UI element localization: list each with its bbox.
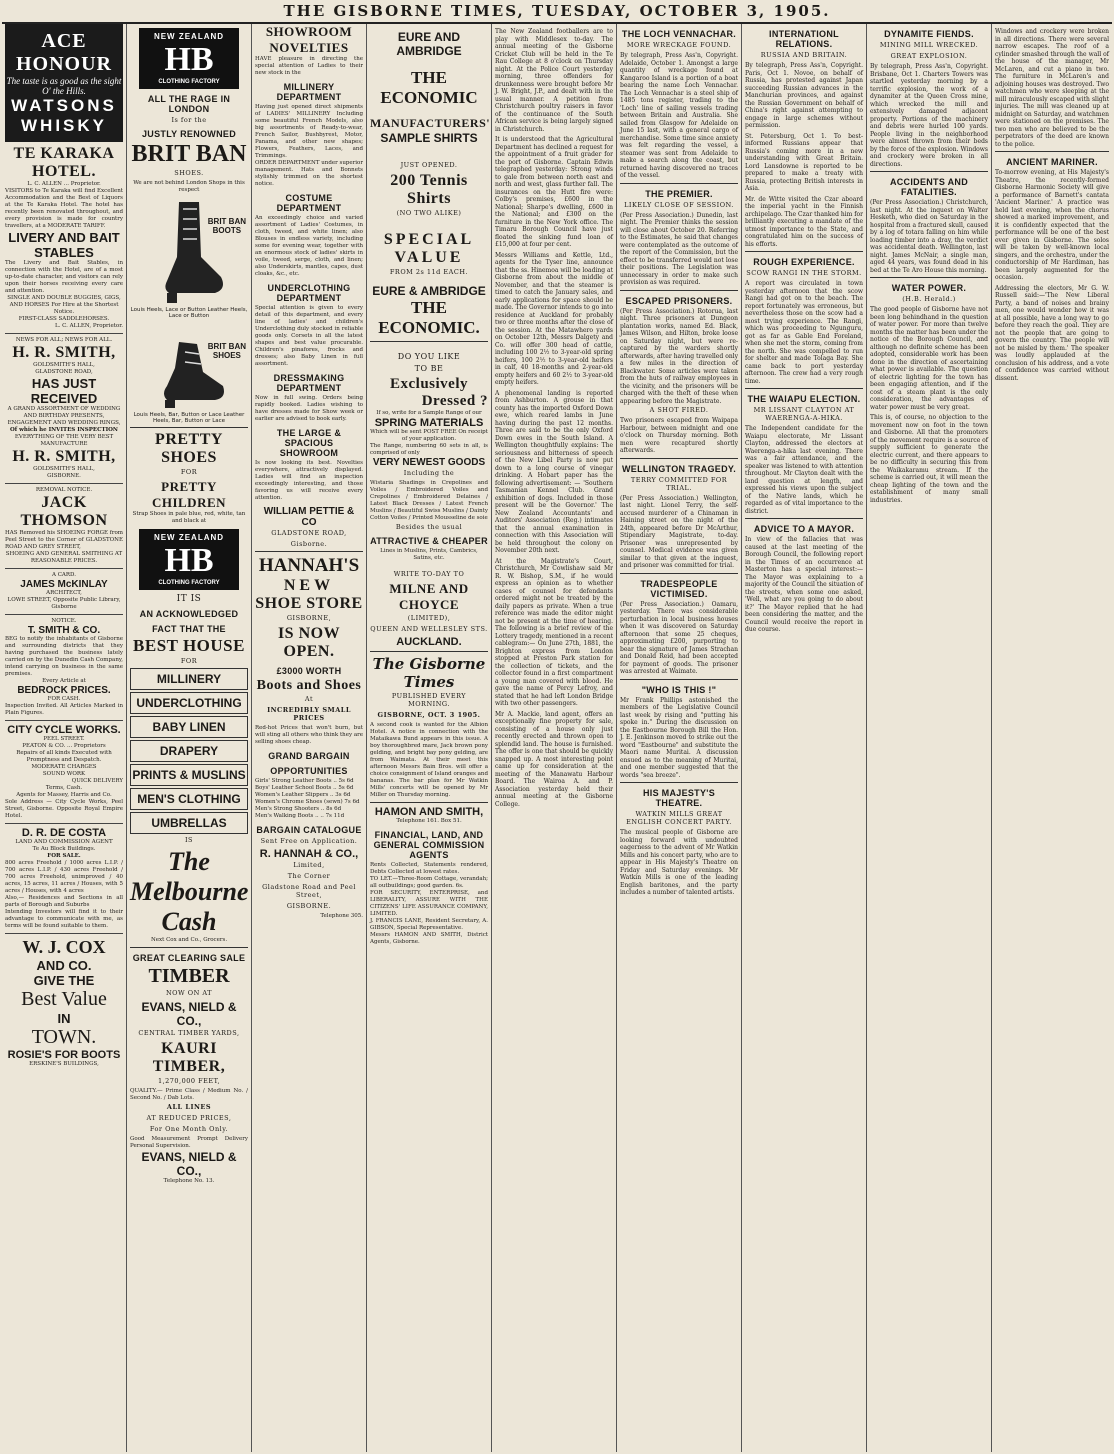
article-body: (Per Press Association.) Rotorua, last night. Three prisoners at Dungeon plantation works, named Ed. Black, James Wilson, and Hilton, broke loose on Saturday night, but were re-captured by the warders shortly afterwards, after having travelled only a few miles in the direction of Blackwater. Some articles were taken from the huts of railway employees in the vicinity, and the prisoners will be charged with the theft of these when appearing before the Magistrate. [620, 307, 738, 405]
cycle-charges: MODERATE CHARGES [31, 764, 97, 770]
article-body: (Per Press Association.) Dunedin, last night. The Premier thinks the session will close about October 20. Referring to the Estimates, he said that changes were contemplated as the outcome of the report of the Commission, but the effect to be transferred would not lose their positions. The Legislation was unnecessary in order to make such provision as was required. [620, 211, 738, 286]
shoe-label-1b: SHOES [212, 351, 241, 360]
all-lines: ALL LINES [166, 1103, 212, 1111]
rage-is-for: Is for the [171, 116, 207, 124]
article-body: Two prisoners escaped from Waipapa Harbour, between midnight and one o'clock on Thursday morning. Both men were recaptured shortly afterwards. [620, 417, 738, 454]
materials-list: Wistaria Shadings in Crepolines and Voiles / Embroidered Voiles and Crepolines / Embroidered Delaines / Latest Black Dresses / Latest French Muslins / Beautiful Swiss Muslins / Dainty Cotton Voiles / Printed Mousseline de soie [370, 480, 488, 521]
pretty-children: PRETTY CHILDREN [151, 479, 227, 510]
hb-logo-2 [139, 529, 239, 590]
shoe-caption: Louis Heels, Bar, Button or Lace Leather Heels, Bar, Button or Lace [133, 412, 245, 424]
hannah-boots: Boots and Shoes [256, 678, 362, 693]
the-label: The [168, 847, 210, 876]
news-paragraph: Messrs Williams and Kettle, Ltd., agents for the Tyser line, announce that the ss. Hinemoa will be loading at Gisborne from about the middle of November, and that the steamer is timed to catch the January sales, and early applications for space should be made. The Governor intends to go into residence at Auckland for probably two or three months after the close of the session. At the Matawhero yards on October 12th, Messrs Dalgety and Co. will offer 300 head of cattle, including 100 2½ to 3-year-old spring heifers, 100 2½ to 3-year-old heifers in calf, 40 18-months and 2-year-old empty heifers and 60 2½ to 3-year-old empty heifers. [495, 251, 613, 386]
ad-proprietor: L. C. ALLEN ... Proprietor. [27, 181, 101, 187]
large-showroom: THE LARGE & SPACIOUS SHOWROOM [276, 428, 342, 458]
smith-name-2: H. R. SMITH, [12, 448, 116, 465]
millinery-dept: MILLINERY DEPARTMENT [276, 82, 342, 102]
hb-logo [139, 28, 239, 89]
smith-invite: Of which he INVITES INSPECTION [10, 427, 118, 433]
to-be: TO BE [414, 364, 444, 373]
dept-umbrellas: UMBRELLAS [130, 812, 248, 834]
decosta-name: D. R. DE COSTA [21, 827, 107, 839]
mckinlay-address: LOWE STREET, Opposite Public Library, Gisborne [7, 597, 121, 610]
from-price: FROM 2s 11d EACH. [389, 268, 469, 276]
evans-tel: Telephone No. 13. [163, 1178, 215, 1184]
eure-title-2: EURE & AMBRIDGE [372, 284, 486, 298]
news-paragraph: The New Zealand footballers are to play with Middlesex to-day. The annual meeting of the Gisborne Cricket Club will be held in the Te Rau College at 8 o'clock on Thursday night. At the Police Court yesterday morning, three offenders for drunkenness were brought before Mr J. W. Bright, J.P., and dealt with in the usual manner. A petition from Christchurch poultry raisers in favor of the continuance of the South African service is being largely signed in Christchurch. [495, 28, 613, 133]
cycle-agents: Agents for Massey, Harris and Co. [16, 792, 112, 798]
article-body: Windows and crockery were broken in all directions. There were several narrow escapes. The roof of a cylinder smashed through the wall of the house of the manager, Mr McLaren, and cut a piano in two. The furniture in McLaren's and adjoining houses was destroyed. Two watchmen who were sleeping at the mill miraculously escaped with slight injuries. The mill was cleaned up at midnight on Saturday, and watchmen were stationed on the premises. The two men who are believed to be the perpetrators of the deed are known to the police. [995, 28, 1109, 148]
article-subheading: MINING MILL WRECKED. [879, 41, 979, 49]
economic-title-2: THE ECONOMIC. [378, 298, 480, 337]
article-body: This is, of course, no objection to the movement now on foot in the town and Gisborne. All that the promoters of the movement require is a source of supply sufficient to generate the electric current, and there appears to be no difficulty in securing this from the Waikakaramu stream. If the scheme is carried out, it will mean the cheap lighting of the town and the establishment of many small industries. [870, 414, 988, 504]
hamon-agents: FINANCIAL, LAND, AND GENERAL COMMISSION AGENTS [373, 830, 485, 860]
article-body: Mr. de Witte visited the Czar aboard the imperial yacht in the Finnish archipelago. The Czar thanked him for brilliantly executing a mandate of the utmost importance to the State, and congratulated him on the success of his efforts. [745, 195, 863, 248]
dateline: GISBORNE, OCT. 3 1905. [377, 711, 481, 719]
is-label: IS [184, 836, 194, 844]
column-2 [127, 24, 252, 1452]
hannah-opps: OPPORTUNITIES [270, 766, 348, 776]
article-body: To-morrow evening, at His Majesty's Theatre, the recently-formed Gisborne Harmonic Society will give a performance of Barnett's cantata 'Ancient Mariner.' A practice was held last evening, when the chorus showed a marked improvement, and it is confidently expected that the performance will be one of the best ever given in Gisborne. The solos will be taken by well-known local singers, and the orchestra, under the conductorship of Mr Hardiman, has been largely augmented for the occasion. [995, 169, 1109, 281]
hannah-town: GISBORNE, [286, 614, 332, 622]
melbourne-label: Melbourne [130, 877, 249, 906]
timber-quality: QUALITY.— Prime Class / Medium No. / Second No. / Dab Lots. [130, 1088, 248, 1101]
cox-give: GIVE THE [33, 973, 95, 988]
watsons-whisky-ad [5, 24, 123, 142]
article-heading: ROUGH EXPERIENCE. [753, 257, 855, 267]
hb2-nz: NEW ZEALAND [153, 533, 225, 542]
article-subheading: (H.B. Herald.) [902, 295, 956, 303]
hannah-at: At [304, 695, 314, 703]
article-body: In view of the fallacies that was caused at the last meeting of the Borough Council, the following report in the Times of an occurrence at Masterton has a special interest:— The Mayor was explaining to a majority of the Council the situation of the streets, when some one asked, 'Well, what are you going to do about it?' The Mayor replied that he had been considering the matter, and the Council would receive the report in due course. [745, 536, 863, 633]
pretty-shoes: PRETTY SHOES [155, 431, 223, 466]
brit-shoes: SHOES. [174, 169, 204, 177]
brand-name: WATSONS [11, 96, 117, 115]
attractive: ATTRACTIVE & CHEAPER [370, 536, 488, 546]
best-house: BEST HOUSE [133, 636, 245, 655]
newest-goods: VERY NEWEST GOODS [372, 457, 486, 468]
cox-name: W. J. COX [22, 937, 106, 957]
measurement: Good Measurement Prompt Delivery Personal Supervision. [130, 1136, 248, 1149]
besides: Besides the usual [395, 523, 463, 531]
if-so: If so, write for a Sample Range of our [376, 410, 482, 416]
column-1 [2, 24, 127, 1452]
article-body: (Per Press Association.) Oamaru, yesterday. There was considerable perturbation in local business houses when it was discovered on Saturday afternoon that some 25 cheques, approximating £200, purporting to bear the signature of James Strachan and Donald Reid, had been accepted for payment of goods. The prisoner was arrested at Waimate. [620, 600, 738, 675]
decosta-sale: FOR SALE. [47, 853, 81, 859]
pretty-for: FOR [180, 468, 198, 476]
underclothing-body: Special attention is given to every detail of this department, and every line of ladies' and children's Underclothing duly stocked in reliable goods only. Corsets in all the latest shapes and best value procurable. Children's pinafores, frocks and dresses; also Baby Linen in full assortment. [255, 305, 363, 367]
hannah-co: R. HANNAH & CO., [259, 848, 359, 860]
column-7 [742, 24, 867, 1452]
shoe-label-1: BRIT BAN [207, 342, 246, 351]
cox-ad [5, 934, 123, 1071]
cycle-street: PEEL STREET. [43, 736, 85, 742]
catalogue: BARGAIN CATALOGUE [256, 825, 362, 835]
article-body: The good people of Gisborne have not been long behindhand in the question of water power. For more than twelve months the matter has been under the notice of the Borough Council, and although no definite scheme has been adopted, considerable work has been done in the direction of ascertaining what power is available. The question of electric lighting for the town has been engaging attention, and if the cost of a steam plant is the only consideration, the advantages of water power must be very great. [870, 306, 988, 411]
article-subheading: MR LISSANT CLAYTON AT WAERENGA-A-HIKA. [753, 406, 855, 422]
livery-title: LIVERY AND BAIT STABLES [8, 230, 120, 260]
boot-icon [149, 197, 229, 307]
article-subheading: GREAT EXPLOSION. [890, 52, 968, 60]
showroom-intro: HAVE pleasure in directing the special attention of Ladies to their new stock in the [255, 56, 363, 76]
taste-slogan: The taste is as good as the sight O' the Hills. [6, 76, 122, 96]
smith-name: H. R. SMITH, [12, 344, 116, 361]
notice-inspection: Inspection Invited. All Articles Marked in Plain Figures. [5, 703, 123, 716]
cycle-body: Repairs of all kinds Executed with Promptness and Despatch. [16, 750, 112, 763]
dept-mens: MEN'S CLOTHING [130, 788, 248, 810]
hb2-cf: CLOTHING FACTORY [158, 580, 220, 586]
jack-name: JACK THOMSON [20, 494, 108, 529]
no-two-alike: (NO TWO ALIKE) [396, 209, 462, 217]
spring-materials: SPRING MATERIALS [374, 417, 484, 429]
news-paragraph: It is understood that the Agricultural Department has declined a request for the appointment of a fruit grader for the port of Gisborne. Captain Edwin telegraphed yesterday: Strong winds to gale from between north east and north and west, glass further fall. The insurances on the Hutt fire were: Colby's premises, £600 in the National; Sharpe's dwelling, £600 in the National; and £300 on the furniture in the New York office. The Timaru Borough Council have just floated the sinking fund loan of £15,000 at four per cent. [495, 136, 613, 248]
article-body: The Independent candidate for the Waiapu electorate, Mr Lissant Clayton, addressed the electors at Waerenga-a-hika last evening. There was a fair attendance, and the speaker was listened to with attention throughout. Mr Clayton dealt with the land question at length, and expressed his views upon the subject of the Native lands, which he regarded as of vital importance to the district. [745, 425, 863, 515]
milne-ltd: (LIMITED), [407, 614, 451, 622]
masthead: THE GISBORNE TIMES, TUESDAY, OCTOBER 3, 1905. [2, 0, 1112, 24]
article-heading: HIS MAJESTY'S THEATRE. [642, 788, 716, 808]
smith-received: HAS JUST RECEIVED [30, 376, 98, 406]
cox-bldg: ERSKINE'S BUILDINGS, [29, 1061, 99, 1067]
price-row: Men's Walking Boots .. .. 7s 11d [255, 813, 345, 819]
mfr-title: MANUFACTURERS' [370, 116, 491, 130]
newspaper-page [2, 0, 1112, 1452]
hamon-security: FOR SECURITY, ENTERPRISE, and LIBERALITY, ASSURE WITH THE CITIZENS' LIFE ASSURANCE COMPANY, LIMITED. [370, 890, 488, 917]
millinery-body: Having just opened direct shipments of LADIES' MILLINERY Including some beautiful French Models, also big assortments of Ready-to-wear, French Sailor, Bushbyrest, Motor, Panama, and other new shapes; Flowers, Feathers, Laces, and Trimmings. [255, 104, 363, 159]
reduced-prices: AT REDUCED PRICES, [146, 1114, 232, 1122]
article-subheading: TERRY COMMITTED FOR TRIAL. [630, 475, 728, 492]
jack-body: HAS Removed his SHOEING FORGE from Peel Street to the Corner of GLADSTONE ROAD AND GREY STREET, [5, 530, 123, 550]
article-body: By telegraph, Press Ass'n, Copyright. Brisbane, Oct 1. Charters Towers was startled yesterday morning by a terrific explosion, the work of a dynamiter at the Queen Cross mine, which wrecked the mill and extensively damaged adjacent property. Portions of the machinery and debris were hurled 100 yards. People living in the neighborhood were almost thrown from their beds by the force of the explosion. Windows and crockery were broken in all directions. [870, 63, 988, 168]
underclothing-dept: UNDERCLOTHING DEPARTMENT [267, 283, 351, 303]
central-yards: CENTRAL TIMBER YARDS, [138, 1029, 240, 1037]
strap-shoes: Strap Shoes in pale blue, red, white, tan and black at [132, 511, 246, 524]
dept-baby-linen: BABY LINEN [130, 716, 248, 738]
sample-shirts: SAMPLE SHIRTS [380, 131, 478, 145]
city-cycle-ad [5, 721, 123, 824]
shoe-label [208, 342, 246, 360]
eure-title: EURE AND AMBRIDGE [396, 30, 462, 58]
hannah-small: INCREDIBLY SMALL PRICES [267, 706, 351, 722]
hannah-new: NEW [283, 577, 335, 594]
article-body: Addressing the electors, Mr G. W. Russell said:—'The New Liberal Party, a band of noises and brainy men, one would wonder how it was at all possible, have a long way to go before they reach the goal. They are not the people that are going to govern the country. The people will not be misled by them.' The speaker was loudly applauded at the conclusion of his address, and a vote of confidence was carried without dissent. [995, 284, 1109, 382]
value: VALUE [394, 249, 464, 266]
smith-items: A GRAND ASSORTMENT OF WEDDING AND BIRTHDAY PRESENTS, ENGAGEMENT AND WEDDING RINGS, [7, 406, 121, 426]
exclusively: Exclusively [389, 376, 468, 392]
hb2-mark: HB [164, 542, 214, 579]
order-body: ORDER DEPARTMENT under superior management. Hats and Bonnets stylishly trimmed on the shortest notice. [255, 160, 363, 187]
hamon-tel: Telephone 161. Box 51. [396, 818, 462, 824]
cycle-terms: Terms, Cash. [45, 785, 83, 791]
range: The Range, numbering 60 sets in all, is comprised of only [370, 443, 488, 456]
evans-name: EVANS, NIELD & CO., [141, 1000, 237, 1028]
pettie-road: GLADSTONE ROAD, [271, 529, 347, 537]
cash-label: Cash [161, 907, 217, 936]
dept-prints: PRINTS & MUSLINS [130, 764, 248, 786]
economic-title: THE ECONOMIC [380, 68, 478, 107]
costume-dept: COSTUME DEPARTMENT [276, 193, 342, 213]
dept-underclothing: UNDERCLOTHING [130, 692, 248, 714]
rage-heading: ALL THE RAGE IN LONDON [147, 94, 231, 114]
mckinlay-role: ARCHITECT, [46, 590, 82, 596]
article-heading: WATER POWER. [891, 283, 967, 293]
hannah-ltd: Limited, [293, 861, 325, 869]
smith-shop: GOLDSMITH'S HALL, [33, 362, 95, 368]
acknowledged: AN ACKNOWLEDGED [139, 609, 239, 619]
article-body: (Per Press Association.) Christchurch, last night. At the inquest on Walter Hesketh, who died on Saturday in the hospital from a fractured skull, caused by a log of totara falling on him while loading timber into a dray, the verdict was accidental death. Wellington, last night. James McNair, a single man, aged 44 years, was found dead in his bed at the Te Aro House this morning. [870, 199, 988, 274]
next-cox: Next Cox and Co., Grocers. [150, 937, 228, 943]
hamon-tolet: TO LET.—Three-Room Cottage, verandah; all outbuildings; good garden. 6s. [370, 876, 488, 889]
article-heading: ADVICE TO A MAYOR. [753, 524, 855, 534]
best-for: FOR [180, 657, 198, 665]
livery-horses: FIRST-CLASS SADDLEHORSES. [18, 316, 110, 322]
smith-every: EVERYTHING OF THE VERY BEST MANUFACTURE [14, 434, 114, 447]
boot-label-1: BRIT BAN [207, 217, 246, 226]
article-heading: "WHO IS THIS !" [641, 684, 717, 695]
decosta-role: LAND AND COMMISSION AGENT [15, 839, 113, 845]
hamon-rents: Rents Collected, Statements rendered, Debts Collected at lowest rates. [370, 862, 488, 875]
column-8 [867, 24, 992, 1452]
cox-town: TOWN. [31, 1026, 97, 1048]
article-body: Mr Frank Phillips astonished the members of the Legislative Council last week by rising and "putting his spoke in." During the discussion on the Eastbourne Borough Bill the Hon. J. E. Jenkinson moved to strike out the word "Eastbourne" and substitute the Maori name Muritai. A discussion ensued as to the meaning of Muritai, and one member suggested that the words "sea breeze". [620, 696, 738, 779]
hb-cf: CLOTHING FACTORY [158, 79, 220, 85]
hannah-store: SHOE STORE [255, 595, 363, 612]
catalogue-sent: Sent Free on Application. [260, 837, 358, 845]
clearing-sale: GREAT CLEARING SALE [132, 953, 246, 963]
it-is: IT IS [176, 594, 202, 604]
just-opened: JUST OPENED. [400, 161, 458, 169]
dressed: Dressed ? [421, 393, 488, 409]
hannah-grand: GRAND BARGAIN [268, 751, 350, 761]
notice-every: Every Article at [42, 678, 86, 684]
de-costa-ad [5, 824, 123, 934]
article-subheading: SCOW RANGI IN THE STORM. [746, 269, 862, 277]
news-paragraph: At the Magistrate's Court, Christchurch, Mr Cowlishaw said Mr R. W. Bishop, S.M., if he would express an opinion as to whether cases of counsel for defendants ordered might not be treated by the daily papers as private. When a true reference was made the editor might not be present at the time of hearing. The following is a brief review of the Lottery tragedy, mentioned in a recent cablegram:— On June 27th, 1881, the Brighton express from London stopped at Preston Park station for the collection of tickets, and the collector found in a first compartment a young man covered with blood. He gave the name of Percy Lefroy, and stated that he had left London Bridge with two other passengers. [495, 557, 613, 707]
article-heading: INTERNATIONL RELATIONS. [769, 29, 839, 49]
livery-sign: L. C. ALLEN, Proprietor. [54, 323, 123, 329]
article-subheading: A SHOT FIRED. [649, 406, 709, 414]
cycle-prop: PEATON & CO. ... Proprietors [22, 743, 106, 749]
news-line: NEWS FOR ALL; NEWS FOR ALL. [15, 337, 113, 343]
article-body: The musical people of Gisborne are looking forward with undoubted eagerness to the advent of Mr Watkin Mills and his concert party, who are to appear in His Majesty's Theatre on Friday and Saturday evenings. Mr Watkin Mills is one of the leading English baritones, and the party includes a number of talented artists. [620, 829, 738, 896]
ace-label: ACE [41, 30, 87, 52]
milne-town: AUCKLAND. [396, 636, 462, 648]
notice-prices: BEDROCK PRICES. [17, 685, 111, 696]
smith-town: GISBORNE. [47, 473, 81, 479]
article-heading: ESCAPED PRISONERS. [625, 295, 733, 306]
boot-label [208, 217, 246, 235]
including: Including the [403, 469, 455, 477]
evans-name-2: EVANS, NIELD & CO., [141, 1150, 237, 1178]
dept-millinery: MILLINERY [130, 668, 248, 690]
article-subheading: RUSSIA AND BRITAIN. [760, 51, 848, 59]
one-month: For One Month Only. [149, 1125, 229, 1133]
price-row: Boys' Leather School Boots .. 5s 6d [255, 785, 354, 791]
fact-that: FACT THAT THE [152, 624, 226, 634]
just-heading: JUSTLY RENOWNED [141, 129, 237, 139]
pettie-town: Gisborne. [290, 540, 328, 548]
now-on-at: NOW ON AT [165, 989, 213, 997]
hannah-corner: The Corner [287, 872, 331, 880]
decosta-list: 800 acres Freehold / 1000 acres L.I.P. / 700 acres L.I.P. / 430 acres Freehold / 700 acres Freehold, unimproved / 40 acres, 15 acres, 11 acres / Houses, with 5 acres / Houses, with 4 acres [5, 860, 123, 894]
removal-notice: REMOVAL NOTICE. [35, 487, 93, 493]
news-paragraph: Mr A. Mackie, land agent, offers an exceptionally fine property for sale, consisting of a house only just recently erected and thrown open to splendid land. The house is furnished. The offer is one that should be quickly snapped up. A most interesting point came up for consideration at the meeting of the Manawatu Harbour Board. The Wairoa A. and P. Association yesterday held their annual meeting at the Gisborne College. [495, 710, 613, 808]
timber: TIMBER [148, 965, 230, 987]
article-heading: ANCIENT MARINER. [1006, 157, 1098, 167]
article-heading: THE LOCH VENNACHAR. [621, 29, 737, 39]
post-free: Which will be sent POST FREE On receipt of your application. [370, 429, 488, 442]
column-4 [367, 24, 492, 1452]
article-body: St. Petersburg, Oct 1. To best-informed Russians appear that Russia's coming more in a new understanding with Great Britain. Lord Lansdowne is reported to be prepared to make a treaty with Russia, protecting British interests in Asia. [745, 132, 863, 192]
dressmaking-dept: DRESSMAKING DEPARTMENT [273, 373, 345, 393]
ad-body: VISITORS to Te Karaka will find Excellent Accommodation and the Best of Liquors at the Te Karaka Hotel. The hotel has recently been renovated throughout, and every provision is made for country travellers, at a MODERATE TARIFF. [5, 188, 123, 229]
article-body: By telegraph, Press Ass'n, Copyright. Adelaide, October 1. Amongst a large quantity of wreckage found at Kangaroo Island is a portion of a boat bearing the name Loch Vennachar. The Loch Vennachar is a steel ship of 1485 tons register, trading to the 'Loch' line of sailing vessels trading between Britain and Australia. She sailed from Glasgow for Adelaide on June 15 last, with a general cargo of merchandise. Some time since anxiety was felt regarding the vessel, a steamer was sent from Adelaide to make a search along the coast, but returned having discovered no traces of the vessel. [620, 52, 738, 179]
hamon-district: Messrs HAMON AND SMITH, District Agents, Gisborne. [370, 932, 488, 945]
price-row: Women's Leather Slippers .. 3s 6d [255, 792, 351, 798]
cycle-title: CITY CYCLE WORKS. [7, 724, 121, 736]
kauri-timber: KAURI TIMBER, [152, 1040, 226, 1075]
shoe-illustration [130, 322, 248, 412]
hannah-open: IS NOW OPEN. [277, 625, 341, 660]
cox-co: AND CO. [36, 958, 92, 973]
brit-london: We are not behind London Shops in this respect [133, 180, 245, 193]
card-label: A CARD. [51, 572, 76, 578]
product-name: WHISKY [21, 116, 107, 135]
smith-shop-2: GOLDSMITH'S HALL, [33, 466, 95, 472]
showroom-heading: SHOWROOM NOVELTIES [265, 24, 353, 55]
article-heading: THE WAIAPU ELECTION. [747, 394, 861, 404]
article-body: (Per Press Association.) Wellington, last night. Lionel Terry, the self-accused murderer of a Chinaman in Haining street on the night of the 24th, appeared before Dr McArthur, Stipendiary Magistrate, to-day. Prisoner was unrepresented by counsel. Medical evidence was given similar to that given at the inquest, and prisoner was committed for trial. [620, 494, 738, 569]
price-row: Girls' Strong Leather Boots .. 5s 6d [255, 778, 354, 784]
lines: Lines in Muslins, Prints, Cambrics, Satins, etc. [380, 548, 478, 561]
hb-nz: NEW ZEALAND [153, 32, 225, 41]
mckinlay-name: JAMES McKINLAY [20, 579, 108, 590]
column-3 [252, 24, 367, 1452]
article-heading: DYNAMITE FIENDS. [884, 29, 974, 39]
published: PUBLISHED EVERY MORNING. [391, 692, 467, 708]
write-today: WRITE TO-DAY TO [393, 570, 465, 578]
dept-drapery: DRAPERY [130, 740, 248, 762]
notice-title: NOTICE. [51, 618, 77, 624]
article-subheading: LIKELY CLOSE OF SESSION. [624, 200, 734, 209]
cox-best: Best Value [21, 988, 107, 1010]
decosta-sub: Te Au Block Buildings. [32, 846, 96, 852]
livery-buggies: SINGLE AND DOUBLE BUGGIES, GIGS, AND HORSES For Hire at the Shortest Notice. [7, 295, 121, 315]
do-you-like: DO YOU LIKE [397, 352, 461, 361]
article-heading: WELLINGTON TRAGEDY. [621, 463, 737, 474]
karaka-hotel-ad [5, 142, 123, 334]
column-6 [617, 24, 742, 1452]
column-5 [492, 24, 617, 1452]
cox-boots: ROSIE'S FOR BOOTS [7, 1049, 121, 1061]
honour-label: HONOUR [16, 53, 112, 75]
t-smith-notice [5, 615, 123, 721]
boot-caption: Louis Heels, Lace or Button Leather Heels, Lace or Button [130, 307, 248, 319]
dressmaking-body: Now in full swing. Orders being rapidly booked. Ladies wishing to have dresses made for Show week or earlier are advised to book early. [255, 395, 363, 422]
hannah-town-2: GISBORNE. [286, 902, 332, 910]
livery-body: The Livery and Bait Stables, in connection with the Hotel, are of a most up-to-date character, and visitors can rely upon their horses receiving every care and attention. [5, 260, 123, 294]
notice-cash: FOR CASH. [47, 696, 81, 702]
special: SPECIAL [383, 231, 475, 248]
article-heading: ACCIDENTS AND FATALITIES. [889, 177, 969, 197]
milne-street: QUEEN AND WELLESLEY STS. [370, 625, 488, 633]
article-heading: TRADESPEOPLE VICTIMISED. [640, 578, 718, 599]
boot-illustration [130, 197, 248, 307]
editorial-body: A second cook is wanted for the Albion Hotel. A notice in connection with the Mataikawa Bund appears in this issue. A boy thoroughbred mare, Jack brown pony gelding, and bright bay pony gelding, are from Waimata. At their meet this afternoon Messrs Bain Bros. will offer a choice consignment of Island oranges and bananas. The bar plan for Mr Watkin Mills' concerts will be opened by Mr Miller on Thursday morning. [370, 722, 488, 798]
tennis-shirts: 200 Tennis Shirts [390, 172, 468, 207]
gisborne-times-title: The Gisborne Times [372, 655, 486, 691]
columns [2, 24, 1112, 1452]
decosta-intend: Intending Investors will find it to their advantage to communicate with me, as terms will be found suitable to them. [5, 909, 123, 929]
news-paragraph: A phenomenal landing is reported from Ashburton. A grouse in that county has the imported Oxford Down ewe, which reared lambs in June having during the past 12 months. Three are said to be the only Oxford Down ewes in the South Island. A Wellington thoughtfully explains: The seriousness and bitterness of speech of the New Libel Party is now put down to a long course of vinegar drinking. A Hobart paper has the following advertisement: — 'Southern Tasmanian Kennel Club. Grand exhibition of dogs. Included in those present will be the Governor.' The New Zealand Accountants' and Auditors' Association (Reg.) intimates that the annual examination in connection with this Association will be held throughout the colony on November 20th next. [495, 389, 613, 554]
cycle-sole: Sole Address — City Cycle Works, Peel Street, Gisborne. Opposite Royal Empire Hotel. [5, 799, 123, 819]
hannah-worth: £3000 WORTH [276, 666, 342, 676]
smith-road: GLADSTONE ROAD, [35, 369, 93, 375]
jack-thomson-ad [5, 484, 123, 569]
cycle-work: SOUND WORK [42, 771, 86, 777]
milne-choyce: MILNE AND CHOYCE [389, 581, 469, 612]
cycle-quick: QUICK DELIVERY [71, 778, 123, 784]
article-heading: THE PREMIER. [645, 188, 713, 199]
brit-ban-title: BRIT BAN [131, 141, 247, 167]
column-9 [992, 24, 1112, 1452]
article-subheading: WATKIN MILLS GREAT ENGLISH CONCERT PARTY. [626, 810, 732, 826]
hannah-title: HANNAH'S [258, 555, 360, 576]
pettie-name: WILLIAM PETTIE & CO [263, 506, 355, 528]
mckinlay-ad [5, 569, 123, 615]
decosta-also: Also,— Residences and Sections in all parts of Borough and Suburbs [5, 895, 123, 908]
ad-title: TE KARAKA HOTEL. [13, 145, 115, 180]
hb-mark: HB [164, 41, 214, 78]
shoe-icon [149, 322, 229, 412]
article-subheading: MORE WRECKAGE FOUND. [626, 41, 732, 49]
boot-label-1b: BOOTS [212, 226, 242, 235]
jack-trade: SHOEING AND GENERAL SMITHING AT REASONABLE PRICES. [5, 551, 123, 564]
hamon-lane: J. FRANCIS LANE, Resident Secretary, A. GIBSON, Special Representative. [370, 918, 488, 931]
notice-name: T. SMITH & CO. [27, 625, 101, 636]
cox-in: IN [57, 1011, 71, 1026]
price-row: Men's Strong Shooters .. 8s 6d [255, 806, 342, 812]
hamon-name: HAMON AND SMITH, [374, 806, 484, 818]
hannah-tel: Telephone 305. [320, 913, 363, 919]
article-body: A report was circulated in town yesterday afternoon that the scow Rangi had got on to the beach. The report fortunately was erroneous, but nevertheless those on the scow had a most trying experience. The Rangi, which was proceeding to Ngunguru, got as far as Gable End Foreland, when she met the storm, coming from the north. She was compelled to run for shelter and made Tolaga Bay. She came back to port yesterday afternoon. The crew had a very rough time. [745, 280, 863, 385]
hannah-redhot: Red-hot Prices that won't burn, but will sting all others who think they are selling shoes cheap. [255, 725, 363, 745]
costume-body: An exceedingly choice and varied assortment of Ladies' Costumes, in cloth, tweed, and white linen; also Blouses in endless variety, including some for evening wear, together with an enormous stock of ladies' skirts in voile, tweed, serge, cloth, and linen; also Underskirts, mantles, capes, dust cloaks, &c., etc. [255, 215, 363, 277]
article-body: By telegraph, Press Ass'n, Copyright. Paris, Oct 1. Novoe, on behalf of Russia, has protested against Japan succeeding Russian advances in the Manchurian provinces, and against the Russian Government on behalf of China's right against attempting to engage in large schemes without permission. [745, 62, 863, 129]
price-row: Women's Chrome Shoes (sewn) 7s 6d [255, 799, 360, 805]
notice-body: BEG to notify the inhabitants of Gisborne and surrounding districts that they having purchased the business lately carried on by the Dunedin Cash Company, intend carrying on business in the same premises. [5, 636, 123, 677]
timber-feet: 1,270,000 FEET, [157, 1077, 221, 1085]
smith-jeweller-ad [5, 334, 123, 484]
large-showroom-body: Is now looking its best. Novelties everywhere, attractively displayed. Ladies will find an inspection exceedingly interesting, and those favoring us will receive every attention. [255, 460, 363, 501]
hannah-corner-2: Gladstone Road and Peel Street, [262, 883, 356, 899]
